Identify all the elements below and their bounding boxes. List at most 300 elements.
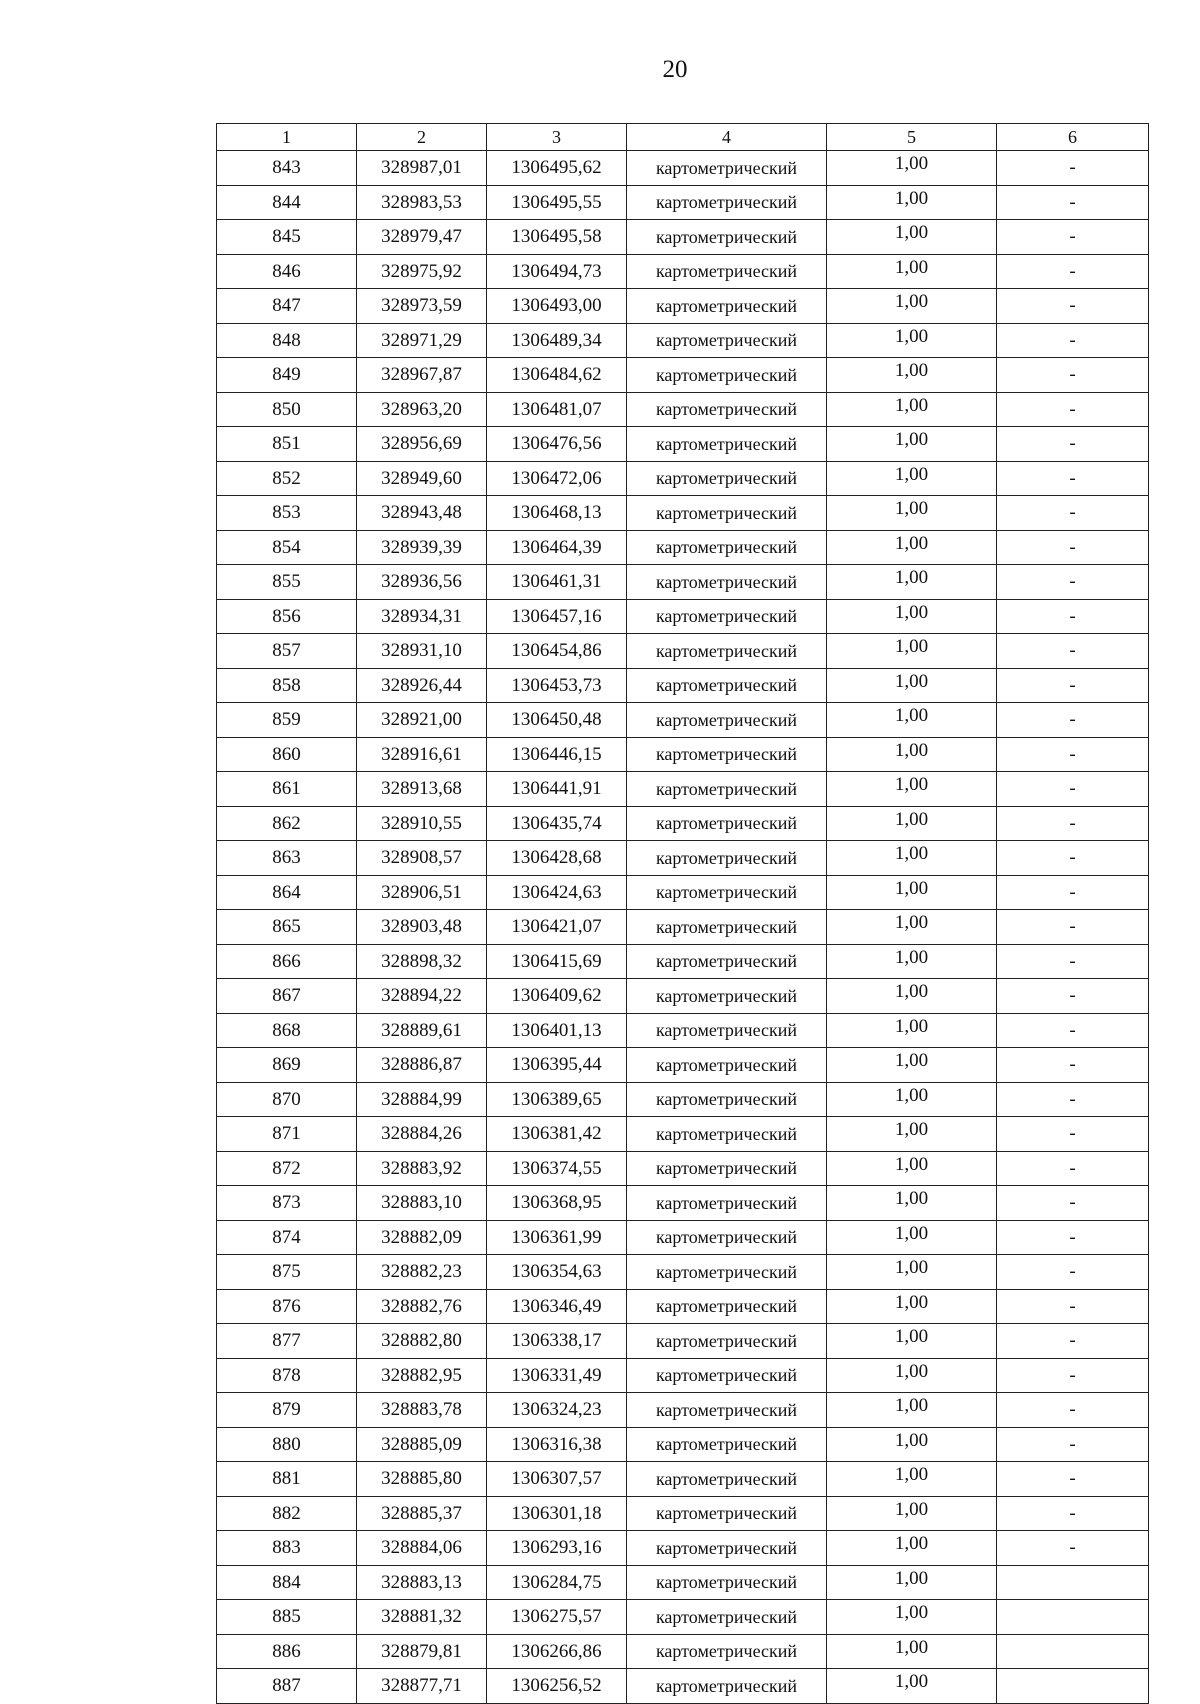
table-row	[217, 392, 1149, 427]
method-cell: картометрический	[627, 1220, 827, 1255]
table-row	[217, 634, 1149, 669]
x-coordinate-cell: 328913,68	[357, 772, 487, 807]
accuracy-cell: 1,00	[827, 289, 997, 324]
y-coordinate-cell: 1306494,73	[487, 254, 627, 289]
accuracy-cell: 1,00	[827, 772, 997, 807]
description-cell: -	[997, 358, 1149, 393]
y-coordinate-cell: 1306461,31	[487, 565, 627, 600]
method-cell: картометрический	[627, 806, 827, 841]
x-coordinate-cell: 328934,31	[357, 599, 487, 634]
x-coordinate-cell: 328882,09	[357, 1220, 487, 1255]
accuracy-cell: 1,00	[827, 1427, 997, 1462]
method-cell: картометрический	[627, 185, 827, 220]
point-number-cell: 885	[217, 1600, 357, 1635]
point-number-cell: 846	[217, 254, 357, 289]
point-number-cell: 865	[217, 910, 357, 945]
y-coordinate-cell: 1306489,34	[487, 323, 627, 358]
point-number-cell: 887	[217, 1669, 357, 1704]
accuracy-cell: 1,00	[827, 254, 997, 289]
table-row	[217, 1289, 1149, 1324]
x-coordinate-cell: 328939,39	[357, 530, 487, 565]
table-row	[217, 565, 1149, 600]
y-coordinate-cell: 1306401,13	[487, 1013, 627, 1048]
table-row	[217, 1462, 1149, 1497]
description-cell: -	[997, 254, 1149, 289]
y-coordinate-cell: 1306493,00	[487, 289, 627, 324]
accuracy-cell: 1,00	[827, 1531, 997, 1566]
method-cell: картометрический	[627, 875, 827, 910]
method-cell: картометрический	[627, 461, 827, 496]
x-coordinate-cell: 328967,87	[357, 358, 487, 393]
description-cell: -	[997, 496, 1149, 531]
point-number-cell: 858	[217, 668, 357, 703]
x-coordinate-cell: 328949,60	[357, 461, 487, 496]
description-cell: -	[997, 979, 1149, 1014]
table-row	[217, 1117, 1149, 1152]
table-row	[217, 1358, 1149, 1393]
header-cell: 1	[217, 124, 357, 151]
point-number-cell: 874	[217, 1220, 357, 1255]
x-coordinate-cell: 328885,09	[357, 1427, 487, 1462]
method-cell: картометрический	[627, 1358, 827, 1393]
y-coordinate-cell: 1306395,44	[487, 1048, 627, 1083]
y-coordinate-cell: 1306374,55	[487, 1151, 627, 1186]
y-coordinate-cell: 1306424,63	[487, 875, 627, 910]
y-coordinate-cell: 1306293,16	[487, 1531, 627, 1566]
x-coordinate-cell: 328975,92	[357, 254, 487, 289]
method-cell: картометрический	[627, 358, 827, 393]
method-cell: картометрический	[627, 427, 827, 462]
x-coordinate-cell: 328979,47	[357, 220, 487, 255]
y-coordinate-cell: 1306266,86	[487, 1634, 627, 1669]
accuracy-cell: 1,00	[827, 185, 997, 220]
x-coordinate-cell: 328898,32	[357, 944, 487, 979]
y-coordinate-cell: 1306472,06	[487, 461, 627, 496]
y-coordinate-cell: 1306381,42	[487, 1117, 627, 1152]
table-row	[217, 530, 1149, 565]
point-number-cell: 866	[217, 944, 357, 979]
y-coordinate-cell: 1306275,57	[487, 1600, 627, 1635]
y-coordinate-cell: 1306409,62	[487, 979, 627, 1014]
table-body	[217, 151, 1149, 1704]
accuracy-cell: 1,00	[827, 668, 997, 703]
table-row	[217, 875, 1149, 910]
description-cell: -	[997, 703, 1149, 738]
x-coordinate-cell: 328883,13	[357, 1565, 487, 1600]
table-row	[217, 1565, 1149, 1600]
point-number-cell: 859	[217, 703, 357, 738]
method-cell: картометрический	[627, 530, 827, 565]
accuracy-cell: 1,00	[827, 530, 997, 565]
x-coordinate-cell: 328910,55	[357, 806, 487, 841]
x-coordinate-cell: 328882,76	[357, 1289, 487, 1324]
y-coordinate-cell: 1306301,18	[487, 1496, 627, 1531]
header-cell: 3	[487, 124, 627, 151]
accuracy-cell: 1,00	[827, 1358, 997, 1393]
y-coordinate-cell: 1306468,13	[487, 496, 627, 531]
description-cell: -	[997, 565, 1149, 600]
accuracy-cell: 1,00	[827, 910, 997, 945]
method-cell: картометрический	[627, 289, 827, 324]
method-cell: картометрический	[627, 565, 827, 600]
point-number-cell: 871	[217, 1117, 357, 1152]
table-row	[217, 151, 1149, 186]
point-number-cell: 855	[217, 565, 357, 600]
header-row	[217, 124, 1149, 151]
method-cell: картометрический	[627, 599, 827, 634]
y-coordinate-cell: 1306428,68	[487, 841, 627, 876]
method-cell: картометрический	[627, 1289, 827, 1324]
description-cell	[997, 1669, 1149, 1704]
accuracy-cell: 1,00	[827, 392, 997, 427]
x-coordinate-cell: 328883,92	[357, 1151, 487, 1186]
accuracy-cell: 1,00	[827, 496, 997, 531]
accuracy-cell: 1,00	[827, 1634, 997, 1669]
y-coordinate-cell: 1306495,58	[487, 220, 627, 255]
y-coordinate-cell: 1306368,95	[487, 1186, 627, 1221]
table-row	[217, 737, 1149, 772]
y-coordinate-cell: 1306446,15	[487, 737, 627, 772]
point-number-cell: 870	[217, 1082, 357, 1117]
x-coordinate-cell: 328936,56	[357, 565, 487, 600]
y-coordinate-cell: 1306354,63	[487, 1255, 627, 1290]
header-cell: 4	[627, 124, 827, 151]
x-coordinate-cell: 328885,37	[357, 1496, 487, 1531]
x-coordinate-cell: 328885,80	[357, 1462, 487, 1497]
method-cell: картометрический	[627, 703, 827, 738]
table-row	[217, 1427, 1149, 1462]
method-cell: картометрический	[627, 944, 827, 979]
x-coordinate-cell: 328886,87	[357, 1048, 487, 1083]
table-row	[217, 806, 1149, 841]
y-coordinate-cell: 1306307,57	[487, 1462, 627, 1497]
description-cell: -	[997, 772, 1149, 807]
table-row	[217, 1669, 1149, 1704]
x-coordinate-cell: 328926,44	[357, 668, 487, 703]
point-number-cell: 864	[217, 875, 357, 910]
description-cell: -	[997, 220, 1149, 255]
point-number-cell: 875	[217, 1255, 357, 1290]
accuracy-cell: 1,00	[827, 358, 997, 393]
description-cell: -	[997, 737, 1149, 772]
description-cell: -	[997, 1358, 1149, 1393]
description-cell: -	[997, 634, 1149, 669]
point-number-cell: 884	[217, 1565, 357, 1600]
y-coordinate-cell: 1306435,74	[487, 806, 627, 841]
description-cell: -	[997, 185, 1149, 220]
method-cell: картометрический	[627, 220, 827, 255]
table-row	[217, 496, 1149, 531]
point-number-cell: 843	[217, 151, 357, 186]
point-number-cell: 868	[217, 1013, 357, 1048]
point-number-cell: 857	[217, 634, 357, 669]
point-number-cell: 886	[217, 1634, 357, 1669]
point-number-cell: 881	[217, 1462, 357, 1497]
accuracy-cell: 1,00	[827, 1013, 997, 1048]
description-cell: -	[997, 1427, 1149, 1462]
description-cell: -	[997, 1531, 1149, 1566]
y-coordinate-cell: 1306476,56	[487, 427, 627, 462]
x-coordinate-cell: 328903,48	[357, 910, 487, 945]
description-cell: -	[997, 1255, 1149, 1290]
description-cell: -	[997, 151, 1149, 186]
point-number-cell: 867	[217, 979, 357, 1014]
y-coordinate-cell: 1306415,69	[487, 944, 627, 979]
table-row	[217, 1324, 1149, 1359]
method-cell: картометрический	[627, 1255, 827, 1290]
method-cell: картометрический	[627, 1186, 827, 1221]
point-number-cell: 876	[217, 1289, 357, 1324]
x-coordinate-cell: 328883,10	[357, 1186, 487, 1221]
description-cell: -	[997, 1393, 1149, 1428]
accuracy-cell: 1,00	[827, 1082, 997, 1117]
header-cell: 2	[357, 124, 487, 151]
x-coordinate-cell: 328882,95	[357, 1358, 487, 1393]
method-cell: картометрический	[627, 1151, 827, 1186]
coordinates-table	[216, 123, 1149, 1704]
table-row	[217, 1220, 1149, 1255]
point-number-cell: 861	[217, 772, 357, 807]
accuracy-cell: 1,00	[827, 323, 997, 358]
x-coordinate-cell: 328983,53	[357, 185, 487, 220]
point-number-cell: 869	[217, 1048, 357, 1083]
description-cell: -	[997, 461, 1149, 496]
page-number: 20	[662, 56, 688, 83]
table-row	[217, 185, 1149, 220]
y-coordinate-cell: 1306453,73	[487, 668, 627, 703]
method-cell: картометрический	[627, 1117, 827, 1152]
description-cell: -	[997, 323, 1149, 358]
description-cell: -	[997, 944, 1149, 979]
table-row	[217, 1013, 1149, 1048]
description-cell	[997, 1634, 1149, 1669]
method-cell: картометрический	[627, 737, 827, 772]
y-coordinate-cell: 1306457,16	[487, 599, 627, 634]
x-coordinate-cell: 328963,20	[357, 392, 487, 427]
point-number-cell: 851	[217, 427, 357, 462]
table-row	[217, 461, 1149, 496]
description-cell: -	[997, 530, 1149, 565]
description-cell	[997, 1600, 1149, 1635]
accuracy-cell: 1,00	[827, 737, 997, 772]
accuracy-cell: 1,00	[827, 1496, 997, 1531]
y-coordinate-cell: 1306481,07	[487, 392, 627, 427]
method-cell: картометрический	[627, 1600, 827, 1635]
method-cell: картометрический	[627, 1427, 827, 1462]
method-cell: картометрический	[627, 1082, 827, 1117]
point-number-cell: 849	[217, 358, 357, 393]
x-coordinate-cell: 328884,26	[357, 1117, 487, 1152]
y-coordinate-cell: 1306495,62	[487, 151, 627, 186]
method-cell: картометрический	[627, 668, 827, 703]
accuracy-cell: 1,00	[827, 979, 997, 1014]
table-row	[217, 599, 1149, 634]
accuracy-cell: 1,00	[827, 565, 997, 600]
x-coordinate-cell: 328882,23	[357, 1255, 487, 1290]
table-row	[217, 703, 1149, 738]
description-cell: -	[997, 841, 1149, 876]
table-row	[217, 220, 1149, 255]
y-coordinate-cell: 1306324,23	[487, 1393, 627, 1428]
point-number-cell: 878	[217, 1358, 357, 1393]
table-row	[217, 910, 1149, 945]
description-cell: -	[997, 1289, 1149, 1324]
description-cell: -	[997, 1324, 1149, 1359]
table-row	[217, 1255, 1149, 1290]
method-cell: картометрический	[627, 1496, 827, 1531]
point-number-cell: 853	[217, 496, 357, 531]
method-cell: картометрический	[627, 772, 827, 807]
description-cell: -	[997, 1117, 1149, 1152]
description-cell: -	[997, 806, 1149, 841]
x-coordinate-cell: 328931,10	[357, 634, 487, 669]
x-coordinate-cell: 328956,69	[357, 427, 487, 462]
accuracy-cell: 1,00	[827, 1462, 997, 1497]
accuracy-cell: 1,00	[827, 1186, 997, 1221]
y-coordinate-cell: 1306346,49	[487, 1289, 627, 1324]
y-coordinate-cell: 1306284,75	[487, 1565, 627, 1600]
accuracy-cell: 1,00	[827, 1151, 997, 1186]
x-coordinate-cell: 328877,71	[357, 1669, 487, 1704]
table-row	[217, 1600, 1149, 1635]
accuracy-cell: 1,00	[827, 634, 997, 669]
method-cell: картометрический	[627, 1565, 827, 1600]
header-cell: 6	[997, 124, 1149, 151]
description-cell	[997, 1565, 1149, 1600]
method-cell: картометрический	[627, 1462, 827, 1497]
point-number-cell: 882	[217, 1496, 357, 1531]
table-row	[217, 1048, 1149, 1083]
table-row	[217, 1634, 1149, 1669]
table-row	[217, 944, 1149, 979]
point-number-cell: 850	[217, 392, 357, 427]
description-cell: -	[997, 289, 1149, 324]
header-cell: 5	[827, 124, 997, 151]
accuracy-cell: 1,00	[827, 1048, 997, 1083]
x-coordinate-cell: 328884,06	[357, 1531, 487, 1566]
accuracy-cell: 1,00	[827, 841, 997, 876]
y-coordinate-cell: 1306256,52	[487, 1669, 627, 1704]
x-coordinate-cell: 328894,22	[357, 979, 487, 1014]
point-number-cell: 863	[217, 841, 357, 876]
point-number-cell: 852	[217, 461, 357, 496]
y-coordinate-cell: 1306338,17	[487, 1324, 627, 1359]
point-number-cell: 872	[217, 1151, 357, 1186]
x-coordinate-cell: 328883,78	[357, 1393, 487, 1428]
description-cell: -	[997, 599, 1149, 634]
x-coordinate-cell: 328943,48	[357, 496, 487, 531]
accuracy-cell: 1,00	[827, 1669, 997, 1704]
x-coordinate-cell: 328973,59	[357, 289, 487, 324]
description-cell: -	[997, 1013, 1149, 1048]
description-cell: -	[997, 1082, 1149, 1117]
description-cell: -	[997, 910, 1149, 945]
description-cell: -	[997, 392, 1149, 427]
y-coordinate-cell: 1306421,07	[487, 910, 627, 945]
method-cell: картометрический	[627, 1048, 827, 1083]
table-row	[217, 1186, 1149, 1221]
y-coordinate-cell: 1306361,99	[487, 1220, 627, 1255]
x-coordinate-cell: 328906,51	[357, 875, 487, 910]
accuracy-cell: 1,00	[827, 875, 997, 910]
accuracy-cell: 1,00	[827, 1255, 997, 1290]
table-row	[217, 668, 1149, 703]
table-row	[217, 1393, 1149, 1428]
accuracy-cell: 1,00	[827, 1324, 997, 1359]
y-coordinate-cell: 1306316,38	[487, 1427, 627, 1462]
accuracy-cell: 1,00	[827, 806, 997, 841]
description-cell: -	[997, 1496, 1149, 1531]
point-number-cell: 848	[217, 323, 357, 358]
description-cell: -	[997, 875, 1149, 910]
x-coordinate-cell: 328971,29	[357, 323, 487, 358]
y-coordinate-cell: 1306454,86	[487, 634, 627, 669]
point-number-cell: 847	[217, 289, 357, 324]
method-cell: картометрический	[627, 496, 827, 531]
description-cell: -	[997, 1186, 1149, 1221]
description-cell: -	[997, 1220, 1149, 1255]
accuracy-cell: 1,00	[827, 1565, 997, 1600]
accuracy-cell: 1,00	[827, 1289, 997, 1324]
description-cell: -	[997, 1048, 1149, 1083]
table-row	[217, 254, 1149, 289]
description-cell: -	[997, 1151, 1149, 1186]
method-cell: картометрический	[627, 1393, 827, 1428]
y-coordinate-cell: 1306389,65	[487, 1082, 627, 1117]
point-number-cell: 873	[217, 1186, 357, 1221]
method-cell: картометрический	[627, 841, 827, 876]
y-coordinate-cell: 1306450,48	[487, 703, 627, 738]
method-cell: картометрический	[627, 979, 827, 1014]
accuracy-cell: 1,00	[827, 1393, 997, 1428]
table-row	[217, 358, 1149, 393]
accuracy-cell: 1,00	[827, 1117, 997, 1152]
point-number-cell: 880	[217, 1427, 357, 1462]
accuracy-cell: 1,00	[827, 1600, 997, 1635]
description-cell: -	[997, 427, 1149, 462]
y-coordinate-cell: 1306464,39	[487, 530, 627, 565]
table-row	[217, 841, 1149, 876]
method-cell: картометрический	[627, 634, 827, 669]
y-coordinate-cell: 1306331,49	[487, 1358, 627, 1393]
table-row	[217, 289, 1149, 324]
point-number-cell: 844	[217, 185, 357, 220]
table-row	[217, 772, 1149, 807]
table-row	[217, 1151, 1149, 1186]
table-row	[217, 323, 1149, 358]
x-coordinate-cell: 328987,01	[357, 151, 487, 186]
description-cell: -	[997, 668, 1149, 703]
point-number-cell: 879	[217, 1393, 357, 1428]
y-coordinate-cell: 1306484,62	[487, 358, 627, 393]
point-number-cell: 883	[217, 1531, 357, 1566]
accuracy-cell: 1,00	[827, 461, 997, 496]
point-number-cell: 860	[217, 737, 357, 772]
x-coordinate-cell: 328889,61	[357, 1013, 487, 1048]
accuracy-cell: 1,00	[827, 151, 997, 186]
accuracy-cell: 1,00	[827, 599, 997, 634]
table-row	[217, 1082, 1149, 1117]
method-cell: картометрический	[627, 910, 827, 945]
method-cell: картометрический	[627, 1531, 827, 1566]
y-coordinate-cell: 1306441,91	[487, 772, 627, 807]
x-coordinate-cell: 328881,32	[357, 1600, 487, 1635]
x-coordinate-cell: 328879,81	[357, 1634, 487, 1669]
method-cell: картометрический	[627, 1013, 827, 1048]
x-coordinate-cell: 328908,57	[357, 841, 487, 876]
accuracy-cell: 1,00	[827, 427, 997, 462]
method-cell: картометрический	[627, 1324, 827, 1359]
